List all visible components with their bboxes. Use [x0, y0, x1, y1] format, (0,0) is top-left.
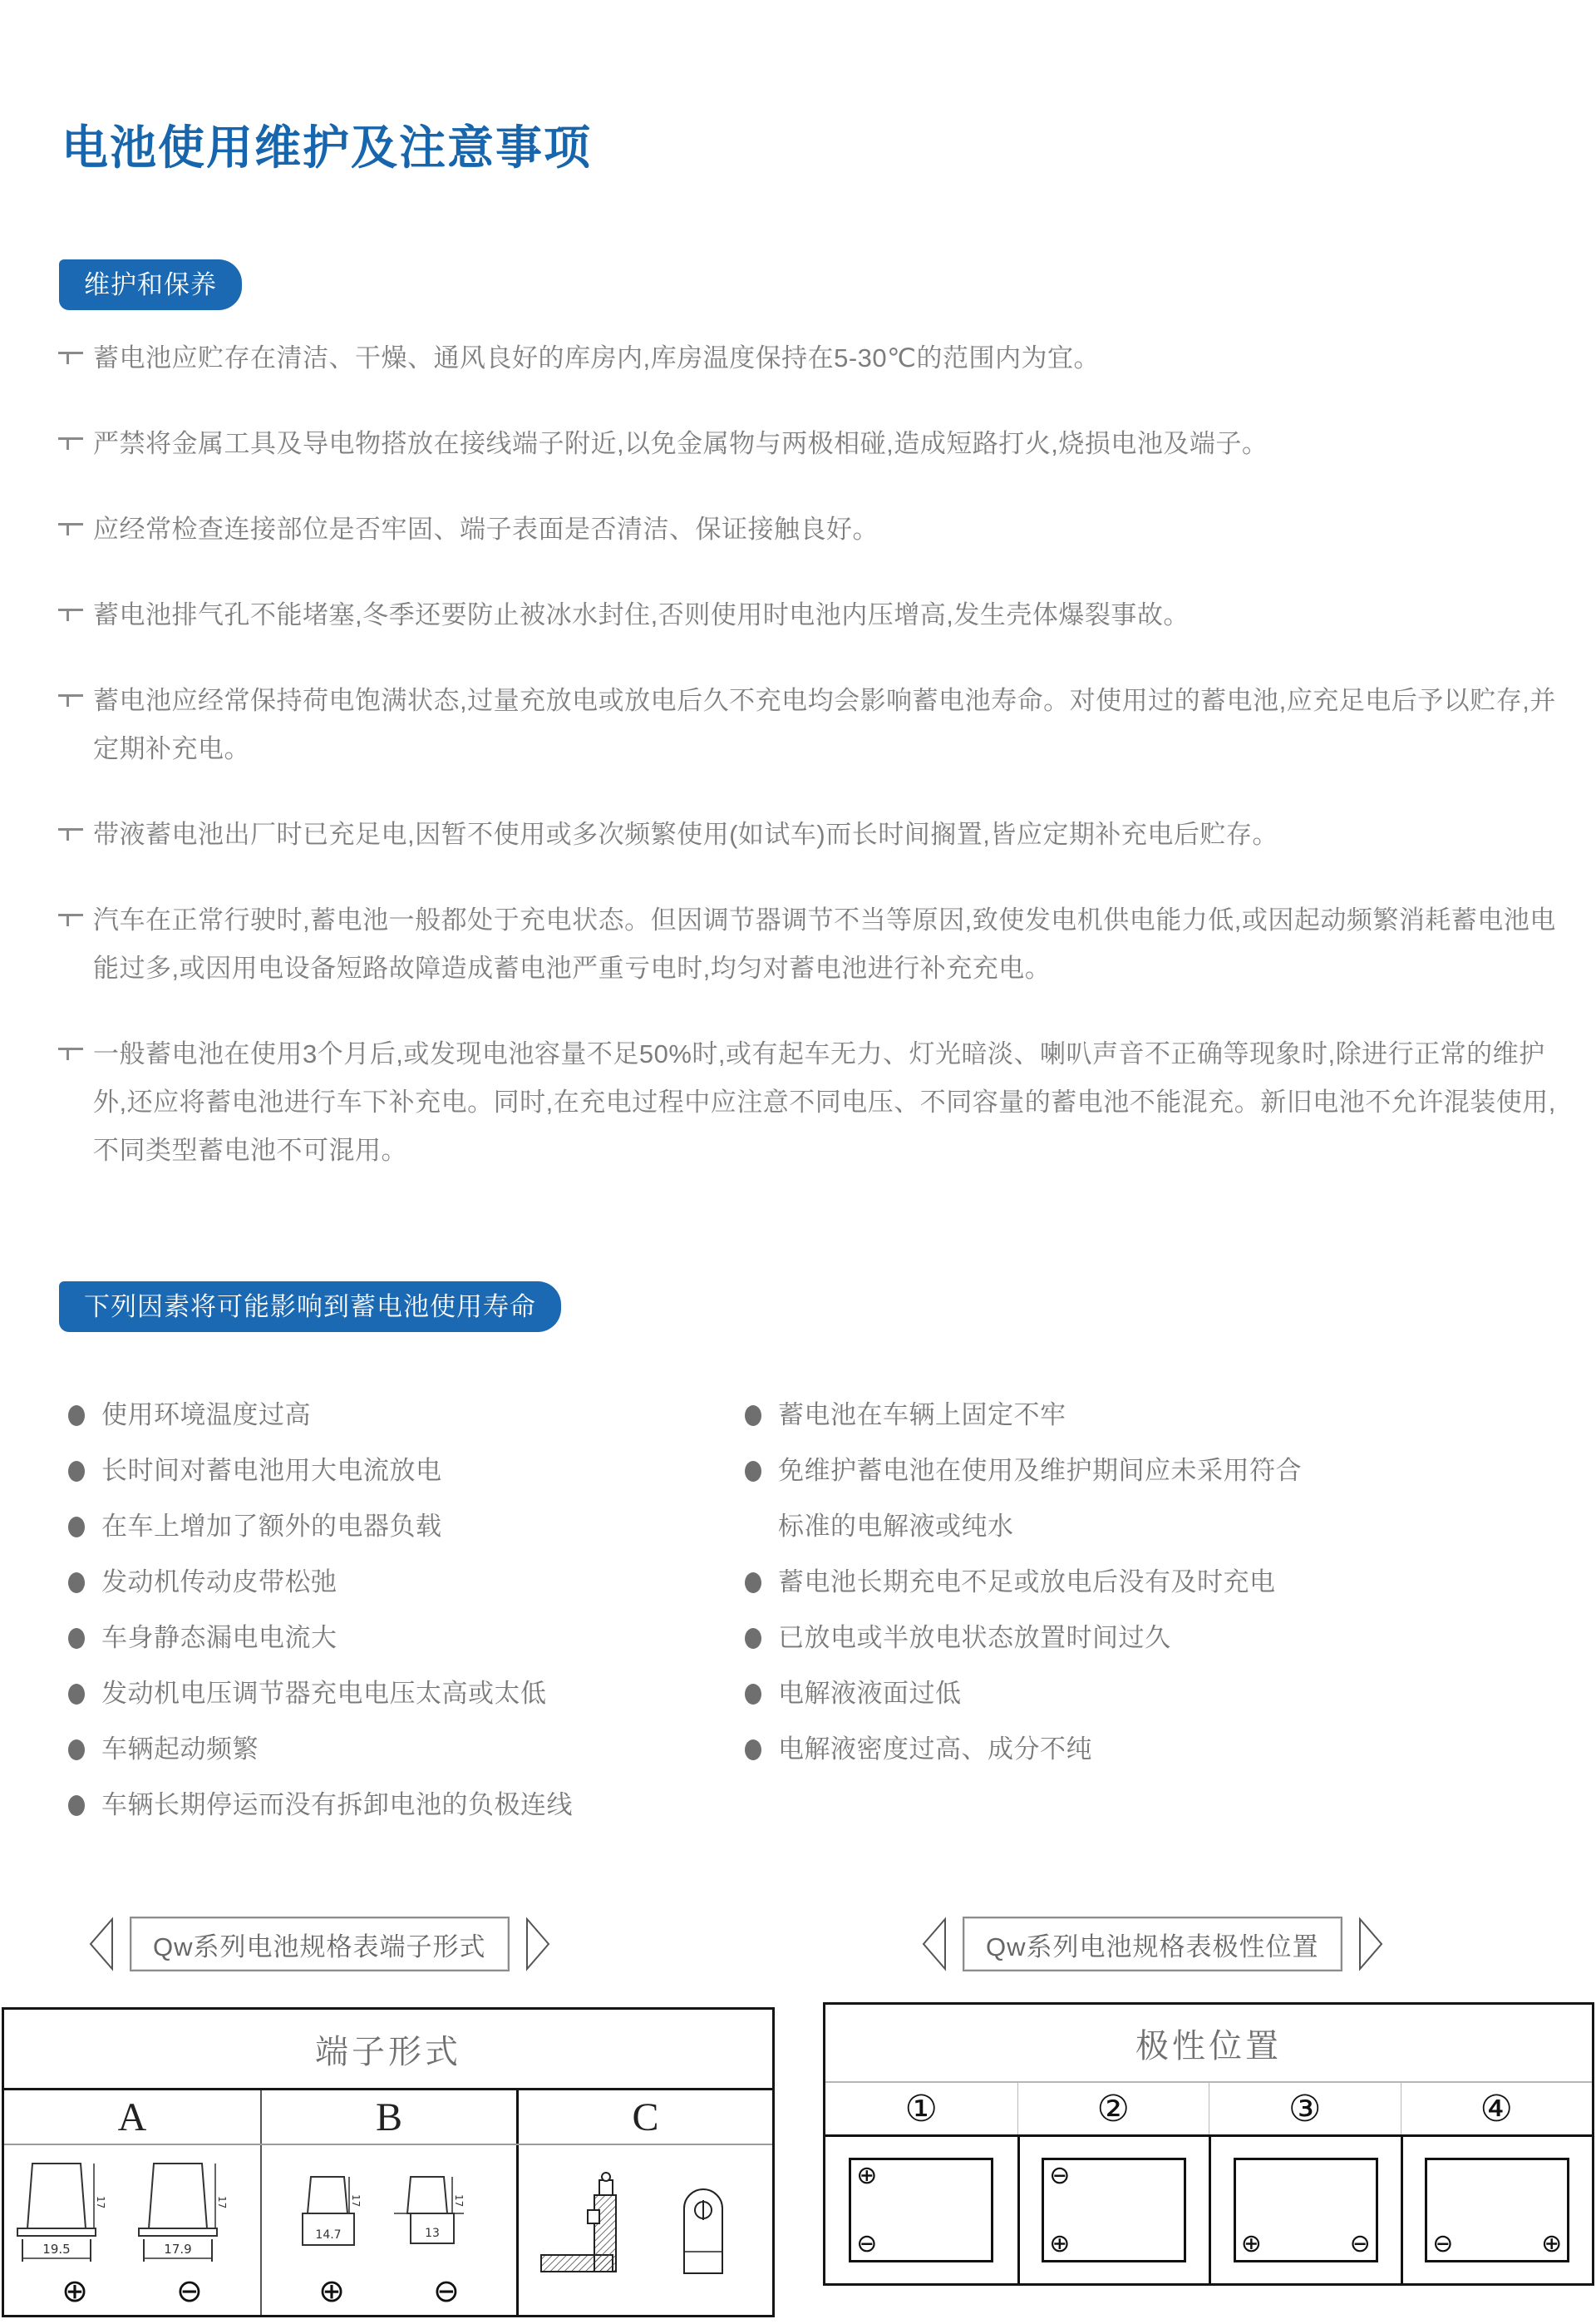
maintenance-item — [58, 677, 1563, 773]
factor-text: 车辆长期停运而没有拆卸电池的负极连线 — [101, 1790, 573, 1819]
factor-text: 车辆起动频繁 — [101, 1734, 259, 1764]
dot-bullet-icon — [745, 1628, 761, 1649]
polarity-2-label: ② — [1017, 2083, 1209, 2134]
section-badge-lifespan-factors: 下列因素将可能影响到蓄电池使用寿命 — [59, 1281, 561, 1332]
list-item — [68, 1665, 700, 1721]
factor-text: 已放电或半放电状态放置时间过久 — [778, 1623, 1171, 1652]
dash-bullet-icon — [58, 352, 83, 365]
list-item — [68, 1443, 700, 1498]
dot-bullet-icon — [68, 1405, 85, 1426]
dot-bullet-icon — [68, 1739, 85, 1760]
terminal-c-drawing — [521, 2152, 771, 2306]
factor-text: 免维护蓄电池在使用及维护期间应未采用符合标准的电解液或纯水 — [778, 1456, 1302, 1541]
polarity-table-title: 极性位置 — [825, 2005, 1592, 2083]
list-item — [68, 1610, 700, 1665]
minus-terminal-icon: ⊖ — [1432, 2230, 1454, 2257]
battery-outline — [1425, 2158, 1569, 2262]
factor-text: 发动机传动皮带松弛 — [101, 1567, 337, 1596]
dot-bullet-icon — [745, 1461, 761, 1482]
plus-terminal-icon: ⊕ — [856, 2162, 878, 2189]
list-item — [68, 1721, 700, 1777]
polarity-diagram-row — [825, 2137, 1592, 2283]
list-item — [68, 1777, 700, 1833]
terminal-b-drawing-cell — [260, 2145, 516, 2315]
nav-terminal-spec — [88, 1917, 551, 1971]
factor-text: 蓄电池在车辆上固定不牢 — [778, 1400, 1066, 1429]
nav-polarity-spec-label: Qw系列电池规格表极性位置 — [963, 1917, 1342, 1971]
maintenance-item — [58, 1030, 1563, 1175]
polarity-3-label: ③ — [1209, 2083, 1401, 2134]
dot-bullet-icon — [745, 1739, 761, 1760]
terminal-b-polarity-symbols — [318, 2275, 460, 2308]
dot-bullet-icon — [68, 1684, 85, 1705]
terminal-a-polarity-symbols — [62, 2275, 203, 2308]
dot-bullet-icon — [68, 1572, 85, 1593]
dash-bullet-icon — [58, 523, 83, 536]
list-item — [745, 1610, 1310, 1665]
maintenance-item-text: 蓄电池排气孔不能堵塞,冬季还要防止被冰水封住,否则使用时电池内压增高,发生壳体爆裂事故。 — [93, 600, 1190, 629]
polarity-2-cell — [1017, 2137, 1209, 2283]
dash-bullet-icon — [58, 437, 83, 451]
factor-text: 车身静态漏电电流大 — [101, 1623, 337, 1652]
terminal-a-drawing — [7, 2152, 257, 2277]
nav-polarity-spec — [921, 1917, 1384, 1971]
dot-bullet-icon — [745, 1684, 761, 1705]
terminal-type-header-row — [4, 2090, 772, 2145]
factor-text: 蓄电池长期充电不足或放电后没有及时充电 — [778, 1567, 1276, 1596]
nav-next-icon — [525, 1917, 551, 1971]
maintenance-item — [58, 811, 1563, 859]
terminal-type-b-label: B — [260, 2090, 516, 2144]
list-item — [68, 1387, 700, 1443]
terminal-type-a-label: A — [117, 2095, 147, 2139]
polarity-3-cell — [1209, 2137, 1401, 2283]
dim-a1: 19.5 — [42, 2242, 71, 2257]
terminal-c-drawing-cell — [516, 2145, 772, 2315]
maintenance-item — [58, 506, 1563, 554]
minus-terminal-icon: ⊖ — [856, 2230, 878, 2257]
factor-list-left — [68, 1387, 700, 1833]
polarity-number-row — [825, 2083, 1592, 2137]
page-title: 电池使用维护及注意事项 — [62, 121, 592, 174]
nav-next-icon — [1357, 1917, 1384, 1971]
plus-terminal-icon: ⊕ — [62, 2274, 88, 2309]
list-item — [68, 1554, 700, 1610]
polarity-1-cell — [825, 2137, 1017, 2283]
dash-bullet-icon — [58, 828, 83, 841]
minus-terminal-icon: ⊖ — [1349, 2230, 1371, 2257]
battery-outline — [1042, 2158, 1186, 2262]
nav-terminal-spec-label: Qw系列电池规格表端子形式 — [130, 1917, 510, 1971]
minus-terminal-icon: ⊖ — [433, 2274, 460, 2309]
polarity-4-cell — [1401, 2137, 1593, 2283]
dot-bullet-icon — [68, 1517, 85, 1537]
factor-text: 在车上增加了额外的电器负载 — [101, 1512, 442, 1541]
dot-bullet-icon — [68, 1795, 85, 1816]
factor-text: 电解液液面过低 — [778, 1679, 962, 1708]
nav-prev-icon — [921, 1917, 948, 1971]
dash-bullet-icon — [58, 914, 83, 927]
plus-terminal-icon: ⊕ — [1541, 2230, 1563, 2257]
polarity-position-table — [823, 2002, 1594, 2286]
maintenance-item-text: 汽车在正常行驶时,蓄电池一般都处于充电状态。但因调节器调节不当等原因,致使发电机供电能力低,或因起动频繁消耗蓄电池电能过多,或因用电设备短路故障造成蓄电池严重亏电时,均匀对蓄电池进行补充充电。 — [93, 905, 1556, 983]
dot-bullet-icon — [68, 1461, 85, 1482]
dot-bullet-icon — [745, 1572, 761, 1593]
dot-bullet-icon — [68, 1628, 85, 1649]
maintenance-item — [58, 896, 1563, 993]
dot-bullet-icon — [745, 1405, 761, 1426]
list-item — [745, 1387, 1310, 1443]
factor-text: 发动机电压调节器充电电压太高或太低 — [101, 1679, 547, 1708]
maintenance-item — [58, 420, 1563, 468]
maintenance-item-text: 应经常检查连接部位是否牢固、端子表面是否清洁、保证接触良好。 — [93, 515, 879, 544]
factor-text: 电解液密度过高、成分不纯 — [778, 1734, 1092, 1764]
minus-terminal-icon: ⊖ — [176, 2274, 203, 2309]
plus-terminal-icon: ⊕ — [318, 2274, 345, 2309]
plus-terminal-icon: ⊕ — [1240, 2230, 1262, 2257]
maintenance-item — [58, 334, 1563, 382]
dim-a2: 17.9 — [164, 2242, 192, 2257]
dim-h: 17 — [95, 2196, 106, 2209]
list-item — [745, 1554, 1310, 1610]
list-item — [745, 1665, 1310, 1721]
terminal-type-c-label: C — [516, 2090, 772, 2144]
factor-list-right — [745, 1387, 1310, 1777]
list-item — [745, 1443, 1310, 1554]
maintenance-item-text: 蓄电池应经常保持荷电饱满状态,过量充放电或放电后久不充电均会影响蓄电池寿命。对使用过的蓄电池,应充足电后予以贮存,并定期补充电。 — [93, 686, 1556, 763]
factor-text: 使用环境温度过高 — [101, 1400, 311, 1429]
polarity-4-label: ④ — [1401, 2083, 1593, 2134]
battery-outline — [849, 2158, 993, 2262]
list-item — [68, 1498, 700, 1554]
dim-h: 17 — [350, 2194, 362, 2208]
dim-h: 17 — [216, 2196, 228, 2209]
dash-bullet-icon — [58, 1048, 83, 1061]
list-item — [745, 1721, 1310, 1777]
dim-h: 17 — [453, 2194, 465, 2208]
terminal-drawing-row — [4, 2145, 772, 2315]
dash-bullet-icon — [58, 694, 83, 708]
dash-bullet-icon — [58, 609, 83, 622]
maintenance-paragraph-list — [58, 334, 1563, 1212]
maintenance-item — [58, 591, 1563, 639]
plus-terminal-icon: ⊕ — [1049, 2230, 1071, 2257]
factor-text: 长时间对蓄电池用大电流放电 — [101, 1456, 442, 1485]
terminal-type-table — [2, 2007, 775, 2317]
terminal-b-drawing — [264, 2152, 514, 2277]
dim-b1: 14.7 — [315, 2228, 342, 2242]
minus-terminal-icon: ⊖ — [1049, 2162, 1071, 2189]
maintenance-item-text: 一般蓄电池在使用3个月后,或发现电池容量不足50%时,或有起车无力、灯光暗淡、喇叭声音不正确等现象时,除进行正常的维护外,还应将蓄电池进行车下补充电。同时,在充电过程中应注意不同电压、不同容量的蓄电池不能混充。新旧电池不允许混装使用,不同类型蓄电池不可混用。 — [93, 1039, 1556, 1165]
terminal-table-title: 端子形式 — [4, 2010, 772, 2090]
nav-prev-icon — [88, 1917, 115, 1971]
maintenance-item-text: 严禁将金属工具及导电物搭放在接线端子附近,以免金属物与两极相碰,造成短路打火,烧损电池及端子。 — [93, 429, 1268, 458]
battery-outline — [1234, 2158, 1378, 2262]
dim-b2: 13 — [425, 2227, 440, 2240]
maintenance-item-text: 蓄电池应贮存在清洁、干燥、通风良好的库房内,库房温度保持在5-30℃的范围内为宜。 — [93, 343, 1100, 373]
terminal-a-drawing-cell — [4, 2145, 260, 2315]
maintenance-item-text: 带液蓄电池出厂时已充足电,因暂不使用或多次频繁使用(如试车)而长时间搁置,皆应定期补充电后贮存。 — [93, 820, 1278, 849]
polarity-1-label: ① — [904, 2088, 938, 2129]
section-badge-maintenance: 维护和保养 — [59, 259, 242, 310]
